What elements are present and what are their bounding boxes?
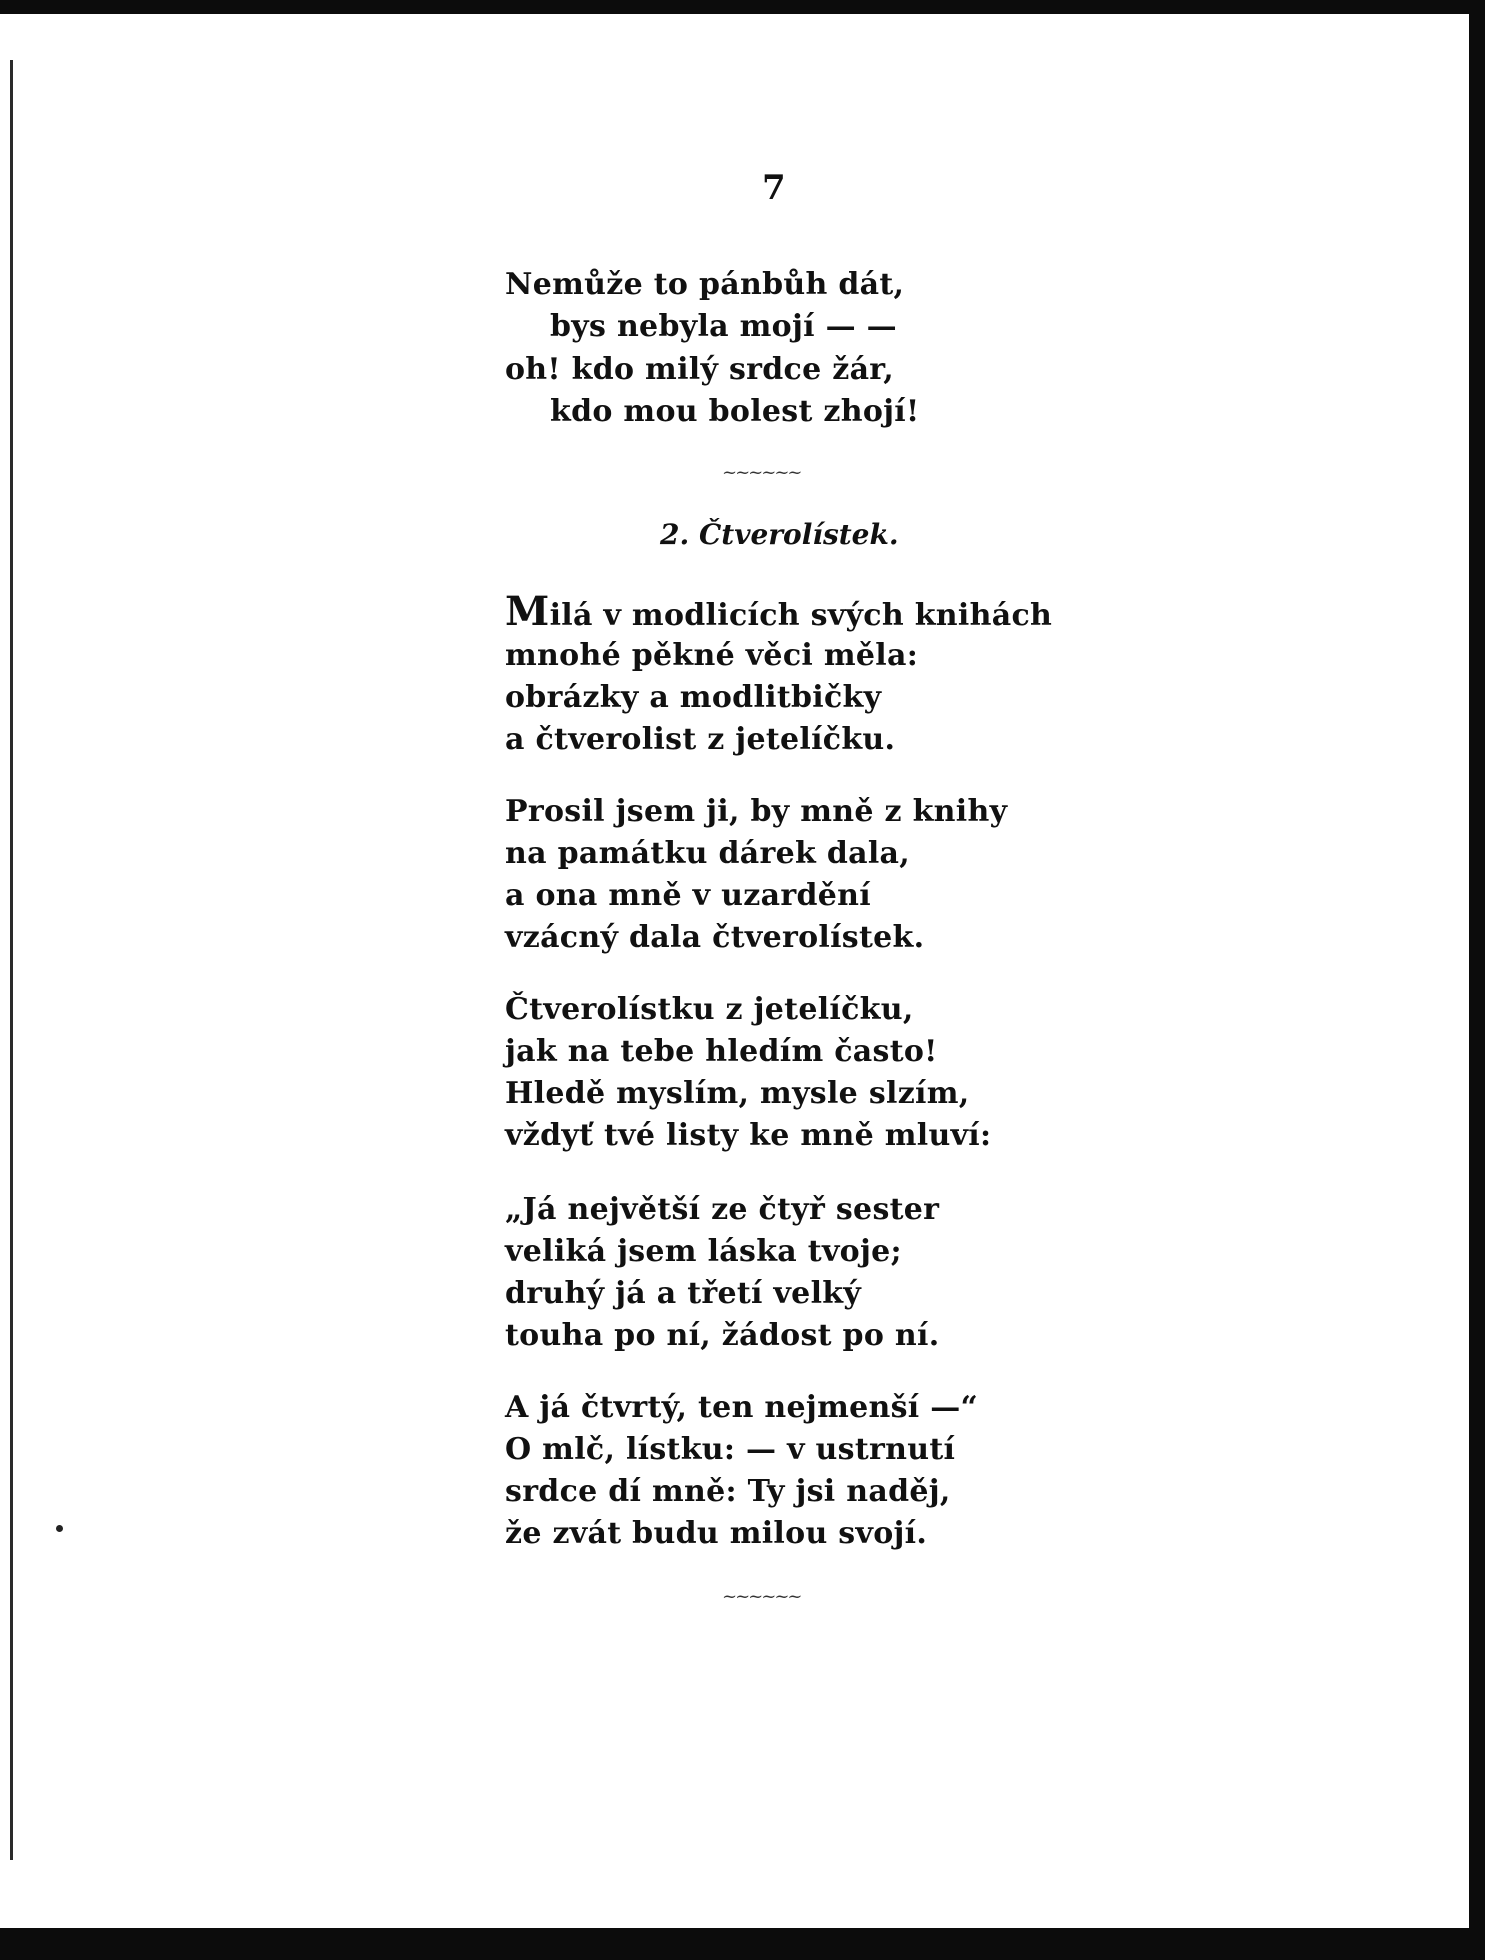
poem-line: oh! kdo milý srdce žár,	[505, 352, 894, 387]
ornament-divider: ~~~~~~	[722, 1586, 801, 1607]
poem-line: veliká jsem láska tvoje;	[505, 1234, 902, 1269]
ornament-divider: ~~~~~~	[722, 462, 801, 483]
poem-line: A já čtvrtý, ten nejmenší —“	[505, 1390, 979, 1425]
poem-line: Čtverolístku z jetelíčku,	[505, 992, 914, 1027]
scan-border-bottom	[0, 1928, 1485, 1960]
poem-line-first	[505, 588, 1053, 636]
scan-border-right	[1469, 0, 1485, 1960]
poem-line: „Já největší ze čtyř sester	[505, 1192, 940, 1227]
poem-line: kdo mou bolest zhojí!	[550, 394, 920, 429]
drop-initial: M	[505, 588, 550, 635]
poem-line: Nemůže to pánbůh dát,	[505, 267, 905, 302]
poem-line: srdce dí mně: Ty jsi naděj,	[505, 1474, 951, 1509]
poem-line: vždyť tvé listy ke mně mluví:	[505, 1118, 992, 1153]
poem-line: Hledě myslím, mysle slzím,	[505, 1076, 970, 1111]
poem-line: druhý já a třetí velký	[505, 1276, 862, 1311]
page-number: 7	[762, 168, 786, 208]
poem-line: obrázky a modlitbičky	[505, 680, 882, 715]
poem-line: mnohé pěkné věci měla:	[505, 638, 919, 673]
poem-line: touha po ní, žádost po ní.	[505, 1318, 940, 1353]
scan-speck	[56, 1525, 63, 1532]
scan-border-top	[0, 0, 1485, 14]
poem-line: vzácný dala čtverolístek.	[505, 920, 925, 955]
poem-line-first-rest: ilá v modlicích svých knihách	[549, 598, 1053, 633]
poem-line: a čtverolist z jetelíčku.	[505, 722, 896, 757]
poem-line: že zvát budu milou svojí.	[505, 1516, 928, 1551]
poem-line: Prosil jsem ji, by mně z knihy	[505, 794, 1008, 829]
scan-border-left	[10, 60, 13, 1860]
poem-line: jak na tebe hledím často!	[505, 1034, 938, 1069]
section-title: 2. Čtverolístek.	[660, 518, 899, 551]
poem-line: na památku dárek dala,	[505, 836, 911, 871]
poem-line: O mlč, lístku: — v ustrnutí	[505, 1432, 956, 1467]
poem-line: bys nebyla mojí — —	[550, 309, 897, 344]
poem-line: a ona mně v uzardění	[505, 878, 871, 913]
